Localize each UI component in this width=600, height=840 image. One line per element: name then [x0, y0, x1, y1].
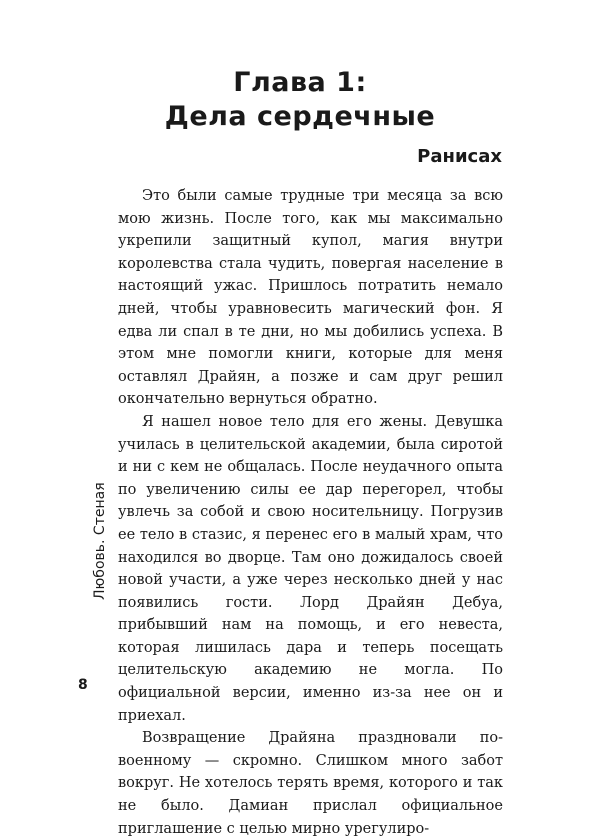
chapter-number: Глава 1: [233, 67, 367, 98]
pov-character-name: Ранисах [417, 146, 502, 167]
paragraph: Я нашел новое тело для его жены. Девушка училась в целительской академии, была сиротой и ни с кем не общалась. После неудачного опыта по увеличению силы ее дар перегорел, чтобы увлечь за собой и свою носительницу. Погрузив ее тело в стазис, я перенес его в малый храм, что находился во дворце. Там оно дожидалось своей новой участи, а уже через несколько дней у нас появились гости. Лорд Драйян Дебуа, прибывший нам на помощь, и его невеста, которая лишилась дара и теперь посещать целительскую академию не могла. По официальной версии, именно из-за нее он и приехал. [118, 413, 503, 724]
chapter-title [0, 66, 600, 134]
paragraph: Это были самые трудные три месяца за всю мою жизнь. После того, как мы максимально укрепили защитный купол, магия внутри королевства стала чудить, повергая население в настоящий ужас. Пришлось потратить немало дней, чтобы уравновесить магический фон. Я едва ли спал в те дни, но мы добились успеха. В этом мне помогли книги, которые для меня оставлял Драйян, а позже и сам друг решил окончательно вернуться обратно. [118, 188, 503, 408]
chapter-name: Дела сердечные [164, 101, 436, 132]
running-head: Любовь. Стеная [92, 482, 108, 600]
page-number: 8 [78, 677, 88, 693]
body-text [118, 185, 503, 840]
paragraph: Возвращение Драйяна праздновали по-военному — скромно. Слишком много забот вокруг. Не хотелось терять время, которого и так не было. Дамиан прислал официальное приглашение с целью мирно урегулиро- [118, 730, 503, 837]
